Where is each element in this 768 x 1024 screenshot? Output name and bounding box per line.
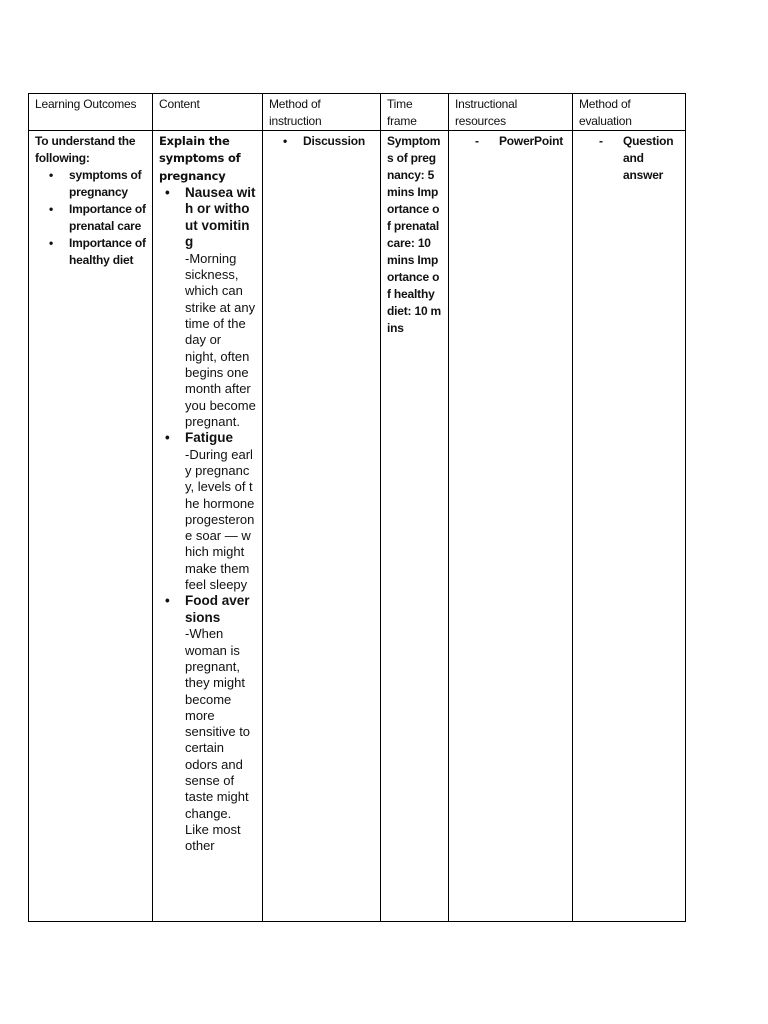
content-section-title: • Nausea with or without vomiting [163, 185, 256, 251]
list-item: • symptoms of pregnancy [47, 167, 146, 201]
lesson-plan-table [28, 93, 686, 922]
content-section-2 [159, 593, 256, 626]
header-method-of-evaluation: Method of evaluation [573, 94, 686, 131]
instructional-resources-cell [449, 131, 573, 922]
content-section-0 [159, 185, 256, 251]
method-of-instruction-cell [263, 131, 381, 922]
list-item: • Importance of prenatal care [47, 201, 146, 235]
content-section-title: • Fatigue [163, 430, 256, 447]
list-item: • Importance of healthy diet [47, 235, 146, 269]
resources-list [455, 133, 566, 150]
list-item: • Discussion [281, 133, 374, 150]
learning-outcomes-list [35, 167, 146, 269]
content-section-text: -When woman is pregnant, they might become more sensitive to certain odors and sense of taste might change. Like most other [185, 626, 251, 854]
header-instructional-resources: Instructional resources [449, 94, 573, 131]
evaluation-list [579, 133, 679, 184]
content-section-text: -During early pregnancy, levels of the hormone progesterone soar — which might make them feel sleepy [185, 446, 255, 593]
header-method-of-instruction: Method of instruction [263, 94, 381, 131]
method-of-evaluation-cell [573, 131, 686, 922]
table-row [29, 131, 686, 922]
list-item: - PowerPoint [475, 133, 566, 150]
learning-outcomes-intro: To understand the following: [35, 134, 136, 165]
content-intro: Explain the symptoms of pregnancy [159, 134, 241, 183]
list-item: - Question and answer [599, 133, 679, 184]
content-section-text: -Morning sickness, which can strike at any time of the day or night, often begins one month after you become pregnant. [185, 250, 256, 429]
learning-outcomes-cell [29, 131, 153, 922]
header-time-frame: Time frame [381, 94, 449, 131]
time-frame-cell: Symptoms of pregnancy: 5 mins Importance of prenatal care: 10 mins Importance of healthy diet: 10 mins [381, 131, 449, 922]
header-row [29, 94, 686, 131]
content-section-title: • Food aversions [163, 593, 256, 626]
header-learning-outcomes: Learning Outcomes [29, 94, 153, 131]
content-cell [153, 131, 263, 922]
header-content: Content [153, 94, 263, 131]
instruction-list [269, 133, 374, 150]
content-section-1 [159, 430, 256, 447]
